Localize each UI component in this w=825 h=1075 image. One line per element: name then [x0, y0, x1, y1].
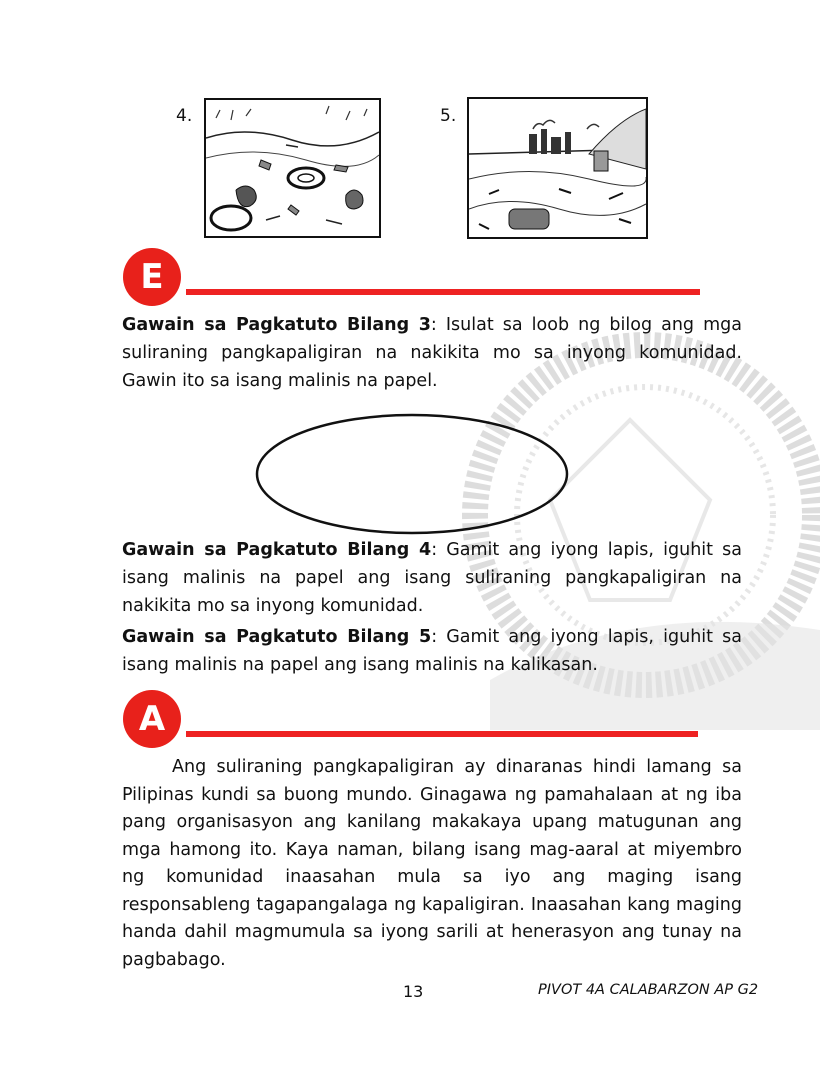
image-4-number: 4.	[176, 106, 193, 126]
footer-code: PIVOT 4A CALABARZON AP G2	[538, 982, 759, 998]
section-e-rule	[186, 289, 700, 295]
section-a-paragraph: Ang suliraning pangkapaligiran ay dinaranas hindi lamang sa Pilipinas kundi sa buong mundo. Ginagawa ng pamahalaan at ng iba pang organisasyon ang kanilang makakaya upang matugunan ang mga hamong ito. Kaya naman, bilang isang mag-aaral at miyembro ng komunidad inaasahan mula sa iyo ang maging isang responsableng tagapangalaga ng kapaligiran. Inaasahan kang maging handa dahil magmumula sa iyong sarili at henerasyon ang tunay na pagbabago.	[122, 757, 742, 970]
image-5-number: 5.	[440, 106, 457, 126]
section-a-rule	[186, 731, 698, 737]
page-number: 13	[403, 982, 424, 1001]
activity-5-paragraph	[122, 623, 742, 679]
polluted-river-illustration	[204, 98, 381, 238]
activity-4-title: Gawain sa Pagkatuto Bilang 4	[122, 540, 432, 560]
activity-4-text: : Gamit ang iyong lapis, iguhit sa isang malinis na papel ang isang suliraning pangkapaligiran na nakikita mo sa inyong komunidad.	[122, 540, 742, 616]
activity-5-title: Gawain sa Pagkatuto Bilang 5	[122, 627, 432, 647]
activity-5-text: : Gamit ang iyong lapis, iguhit sa isang malinis na papel ang isang malinis na kalikasan.	[122, 627, 742, 675]
section-e-badge: E	[123, 248, 181, 306]
activity-3-title: Gawain sa Pagkatuto Bilang 3	[122, 315, 431, 335]
activity-3-text: : Isulat sa loob ng bilog ang mga suliraning pangkapaligiran na nakikita mo sa inyong komunidad. Gawin ito sa isang malinis na papel.	[122, 315, 742, 391]
activity-4-paragraph	[122, 536, 742, 620]
polluted-sea-drawing	[469, 99, 646, 237]
activity-3-paragraph	[122, 311, 742, 395]
answer-circle	[252, 410, 572, 540]
section-a-badge: A	[123, 690, 181, 748]
polluted-river-drawing	[206, 100, 379, 236]
polluted-sea-factory-illustration	[467, 97, 648, 239]
